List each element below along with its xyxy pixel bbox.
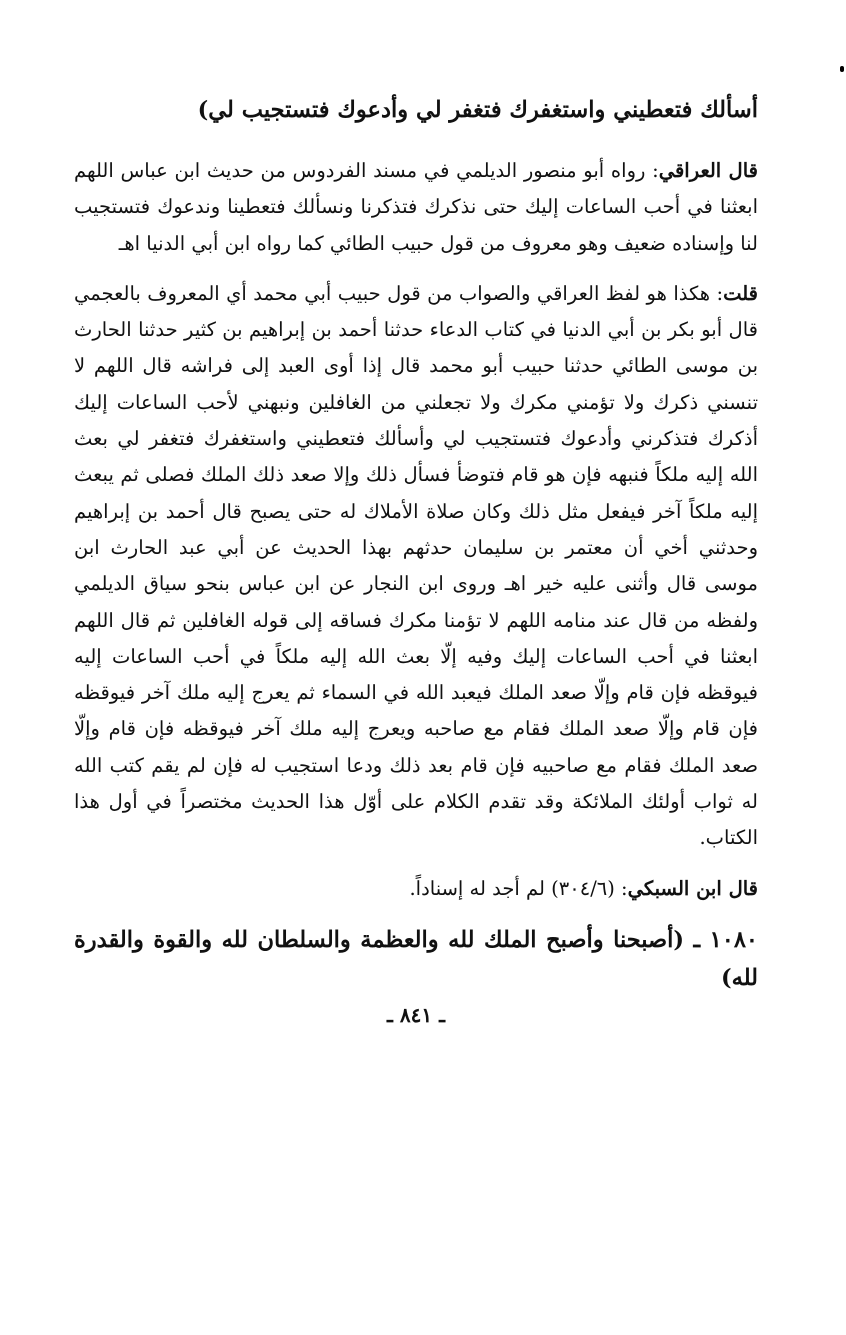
hadith-1080: ١٠٨٠ ـ (أصبحنا وأصبح الملك لله والعظمة والسلطان لله والقوة والقدرة لله) [74,926,758,991]
qultu-paragraph [74,276,758,857]
subki-label: قال ابن السبكي [627,876,758,900]
subki-paragraph [74,871,758,907]
subki-separator: : [614,876,628,900]
hadith-heading-continuation: أسألك فتعطيني واستغفرك فتغفر لي وأدعوك فتستجيب لي) [197,97,758,123]
scan-speck [840,66,844,72]
page-body [74,92,758,1027]
iraqi-paragraph [74,153,758,262]
subki-text: (٣٠٤/٦) لم أجد له إسناداً. [409,876,615,900]
qultu-label: قلت [723,281,758,305]
iraqi-text: رواه أبو منصور الديلمي في مسند الفردوس من حديث ابن عباس اللهم ابعثنا في أحب الساعات إليك حتى نذكرك فتذكرنا ونسألك فتعطينا وندعوك فتستجيب لنا وإسناده ضعيف وهو معروف من قول حبيب الطائي كما رواه ابن أبي الدنيا اهـ [74,159,758,255]
iraqi-separator: : [645,159,659,182]
qultu-text: هكذا هو لفظ العراقي والصواب من قول حبيب أبي محمد أي المعروف بالعجمي قال أبو بكر بن أبي الدنيا في كتاب الدعاء حدثنا أحمد بن إبراهيم بن كثير حدثنا الحارث بن موسى الطائي حدثنا حبيب أبو محمد قال إذا أوى العبد إلى فراشه قال اللهم لا تنسني ذكرك ولا تؤمني مكرك ولا تجعلني من الغافلين ونبهني لأحب الساعات إليك أذكرك فتذكرني وأدعوك فتستجيب لي وأسألك فتعطيني واستغفرك فتغفر لي بعث الله إليه ملكاً فنبهه فإن هو قام فتوضأ فسأل ذلك وإلا صعد ذلك الملك فصلى ثم يبعث إليه ملكاً آخر فيفعل مثل ذلك وكان صلاة الأملاك له حتى يصبح قال أحمد بن إبراهيم وحدثني أخي أن معتمر بن سليمان حدثهم بهذا الحديث عن أبي عبد الحارث ابن موسى قال وأثنى عليه خير اهـ وروى ابن النجار عن ابن عباس بنحو سياق الديلمي ولفظه من قال عند منامه اللهم لا تؤمنا مكرك فساقه إلى قوله الغافلين ثم قال اللهم ابعثنا في أحب الساعات إليك وفيه إلّا بعث الله إليه ملكاً في أحب الساعات إليه فيوقظه فإن قام وإلّا صعد الملك فيعبد الله في السماء ثم يعرج إليه ملك آخر فيوقظه فإن قام وإلّا صعد الملك فقام مع صاحبه ويعرج إليه ملك آخر فيوقظه فإن قام وإلّا صعد الملك فقام مع صاحبيه فإن قام بعد ذلك ودعا استجيب له فإن لم يقم كتب الله له ثواب أولئك الملائكة وقد تقدم الكلام على أوّل هذا الحديث مختصراً في أول هذا الكتاب. [74,281,758,850]
iraqi-label: قال العراقي [658,159,758,182]
page-number: ـ ٨٤١ ـ [387,1002,445,1027]
qultu-separator: : [710,281,724,305]
